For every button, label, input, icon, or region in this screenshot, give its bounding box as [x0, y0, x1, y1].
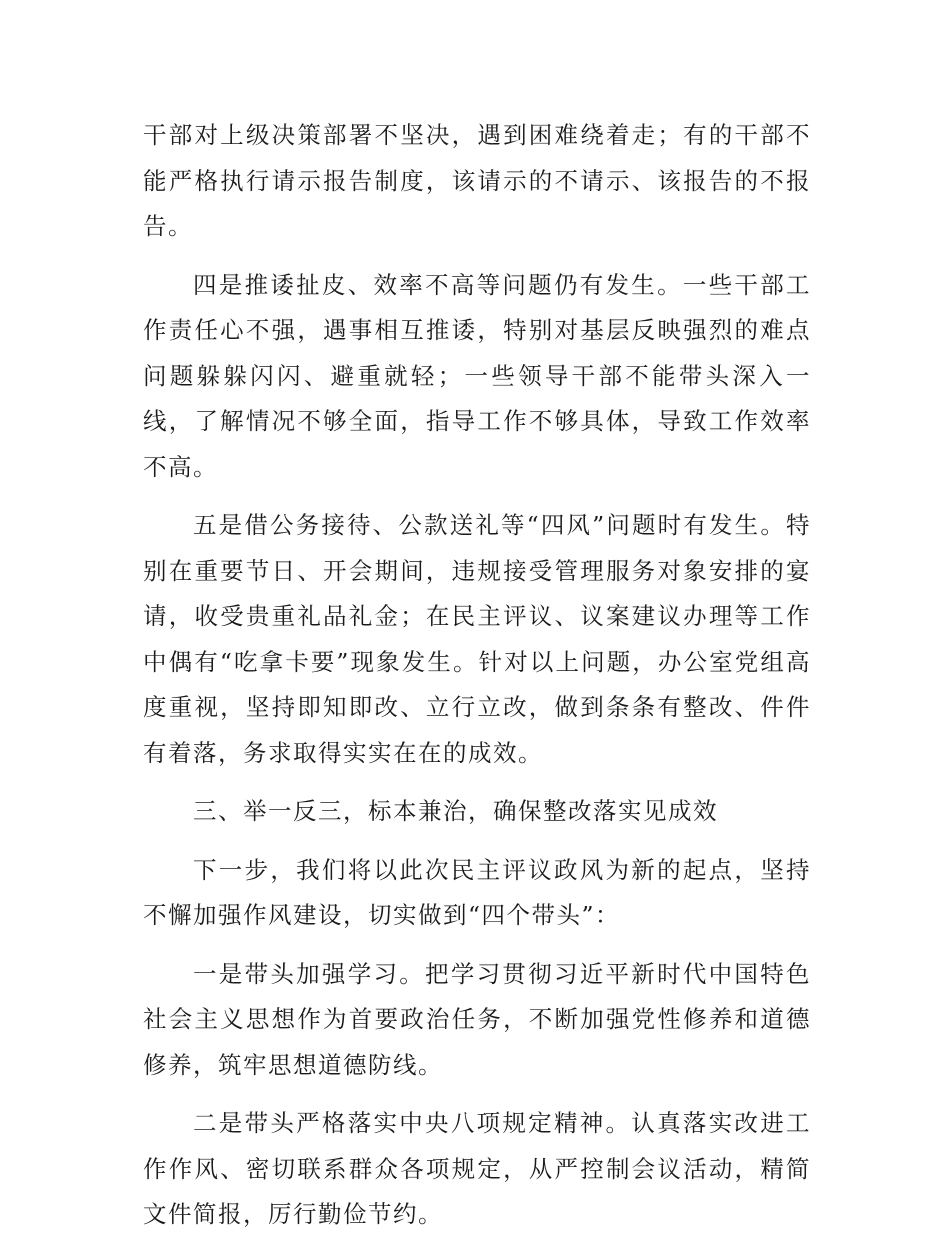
paragraph-continued: 干部对上级决策部署不坚决，遇到困难绕着走；有的干部不能严格执行请示报告制度，该请示的不请示、该报告的不报告。 — [143, 121, 811, 240]
paragraph-lead-two: 二是带头严格落实中央八项规定精神。认真落实改进工作作风、密切联系群众各项规定，从严控制会议活动，精简文件简报，厉行勤俭节约。 — [143, 1109, 811, 1228]
paragraph-item-four: 四是推诿扯皮、效率不高等问题仍有发生。一些干部工作责任心不强，遇事相互推诿，特别对基层反映强烈的难点问题躲躲闪闪、避重就轻；一些领导干部不能带头深入一线，了解情况不够全面，指导工作不够具体，导致工作效率不高。 — [143, 270, 811, 481]
section-heading-three: 三、举一反三，标本兼治，确保整改落实见成效 — [193, 797, 718, 825]
paragraph-next-steps: 下一步，我们将以此次民主评议政风为新的起点，坚持不懈加强作风建设，切实做到“四个带头”： — [143, 855, 811, 929]
paragraph-item-five: 五是借公务接待、公款送礼等“四风”问题时有发生。特别在重要节日、开会期间，违规接受管理服务对象安排的宴请，收受贵重礼品礼金；在民主评议、议案建议办理等工作中偶有“吃拿卡要”现象发生。针对以上问题，办公室党组高度重视，坚持即知即改、立行立改，做到条条有整改、件件有着落，务求取得实实在在的成效。 — [143, 511, 811, 767]
document-body — [143, 113, 811, 1251]
paragraph-lead-one: 一是带头加强学习。把学习贯彻习近平新时代中国特色社会主义思想作为首要政治任务，不断加强党性修养和道德修养，筑牢思想道德防线。 — [143, 959, 811, 1079]
